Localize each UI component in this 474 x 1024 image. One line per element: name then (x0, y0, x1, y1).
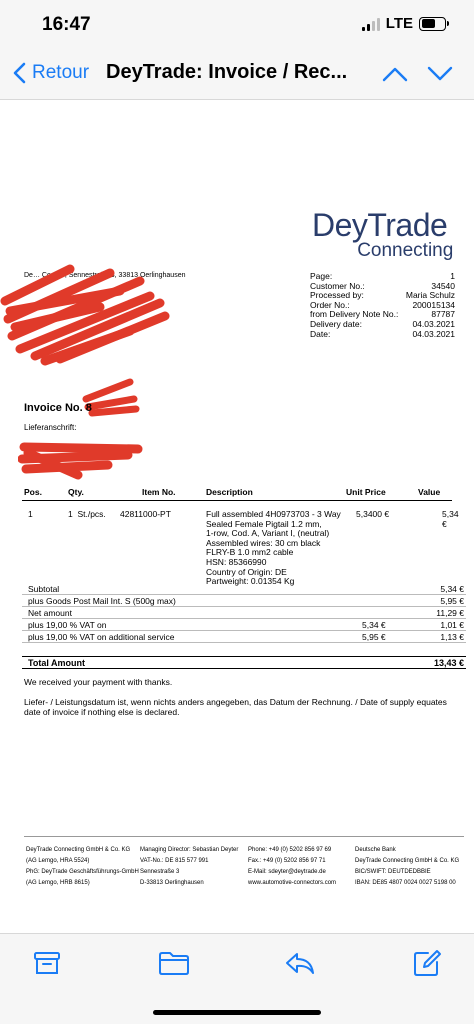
meta-value: 87787 (431, 309, 455, 320)
back-label: Retour (32, 62, 90, 83)
sender-line: De… Co. KG, Sennestraße 3, 33813 Oerlinghausen (24, 272, 186, 279)
item-qty: 1 St./pcs. (68, 509, 106, 519)
desc-line: Full assembled 4H0973703 - 3 Way (206, 509, 341, 519)
summary-label: plus 19,00 % VAT on additional service (28, 632, 175, 642)
footer-line: Sennestraße 3 (140, 869, 180, 875)
logo-brand: DeyTrade (312, 207, 448, 243)
item-description (206, 510, 356, 587)
summary-row (22, 607, 466, 619)
signal-icon (362, 17, 380, 31)
redaction-scribble (18, 435, 148, 480)
home-indicator[interactable] (153, 1010, 321, 1015)
reply-icon[interactable] (284, 948, 316, 978)
summary-base: 5,95 € (362, 632, 386, 642)
footer-line: Fax.: +49 (0) 5202 856 97 71 (248, 858, 326, 864)
meta-label: Page: (310, 271, 333, 281)
total-row (22, 656, 466, 669)
invoice-number: Invoice No. 8 (24, 402, 92, 414)
supply-date-note: Liefer- / Leistungsdatum ist, wenn nichts anders angegeben, das Datum der Rechnung. / Date of supply equates date of invoice if nothing else is declared. (24, 697, 447, 717)
logo-sub: Connecting (357, 240, 454, 261)
summary-row (22, 595, 466, 607)
compose-icon[interactable] (412, 948, 442, 978)
chevron-up-icon[interactable] (382, 64, 408, 84)
meta-label: Date: (310, 328, 331, 339)
summary-row (22, 583, 466, 595)
meta-label: Delivery date: (310, 318, 362, 329)
summary-row (22, 631, 466, 643)
document-footer (24, 836, 464, 886)
summary-label: plus 19,00 % VAT on (28, 620, 107, 630)
invoice-meta (310, 272, 455, 339)
footer-company (26, 845, 139, 889)
status-time: 16:47 (42, 14, 91, 35)
footer-line: PhG: DeyTrade Geschäftsführungs-GmbH (26, 869, 139, 875)
summary-value: 5,95 € (440, 596, 464, 606)
summary-base: 5,34 € (362, 620, 386, 630)
desc-line: Sealed Female Pigtail 1.2 mm, (206, 518, 322, 529)
summary-row (22, 619, 466, 631)
desc-line: Assembled wires: 30 cm black (206, 537, 321, 548)
col-value: Value (418, 487, 441, 497)
navigation-bar (0, 50, 474, 100)
summary-value: 11,29 € (436, 608, 464, 618)
chevron-down-icon[interactable] (427, 64, 453, 84)
chevron-left-icon (12, 62, 26, 84)
meta-label: from Delivery Note No.: (310, 309, 399, 320)
meta-label: Order No.: (310, 299, 350, 310)
footer-line: DeyTrade Connecting GmbH & Co. KG (355, 858, 460, 864)
col-pos: Pos. (24, 487, 42, 497)
meta-label: Customer No.: (310, 280, 365, 291)
meta-value: 34540 (431, 280, 455, 291)
summary-value: 5,34 € (440, 584, 464, 594)
status-indicators (362, 15, 446, 32)
footer-line: DeyTrade Connecting GmbH & Co. KG (26, 847, 131, 853)
total-label: Total Amount (28, 658, 85, 668)
col-unit: Unit Price (346, 487, 386, 497)
footer-line: E-Mail: sdeyter@deytrade.de (248, 869, 326, 875)
summary-label: plus Goods Post Mail Int. S (500g max) (28, 596, 176, 606)
network-label: LTE (385, 15, 413, 32)
item-unit-price: 5,3400 € (356, 509, 390, 519)
footer-line: (AG Lemgo, HRA 5524) (26, 858, 90, 864)
meta-value: 04.03.2021 (412, 318, 455, 329)
desc-line: FLRY-B 1.0 mm2 cable (206, 547, 294, 558)
desc-line: HSN: 85366990 (206, 556, 267, 567)
battery-icon (419, 17, 446, 31)
meta-value: Maria Schulz (405, 290, 455, 301)
back-button[interactable] (12, 62, 89, 84)
footer-line: VAT-No.: DE 815 577 991 (140, 858, 209, 864)
meta-row (310, 330, 455, 340)
footer-line: IBAN: DE85 4807 0024 0027 5198 00 (355, 880, 456, 886)
item-number: 42811000-PT (120, 509, 171, 519)
folder-icon[interactable] (158, 948, 190, 978)
item-pos: 1 (28, 509, 33, 519)
summary-label: Subtotal (28, 584, 60, 594)
message-title: DeyTrade: Invoice / Rec... (106, 61, 348, 83)
summary-label: Net amount (28, 608, 72, 618)
footer-bank (355, 845, 459, 889)
table-header (22, 487, 452, 501)
footer-management (140, 845, 238, 889)
desc-line: Partweight: 0.01354 Kg (206, 576, 295, 587)
summary-block (22, 583, 466, 643)
footer-line: (AG Lemgo, HRB 8615) (26, 880, 90, 886)
footer-line: www.automotive-connectors.com (248, 880, 337, 886)
col-item: Item No. (142, 487, 176, 497)
col-desc: Description (206, 487, 253, 497)
total-value: 13,43 € (433, 658, 464, 668)
meta-value: 04.03.2021 (412, 328, 455, 339)
company-logo (312, 207, 454, 261)
meta-label: Processed by: (310, 290, 364, 301)
status-bar (0, 0, 474, 50)
summary-value: 1,01 € (440, 620, 464, 630)
footer-line: BIC/SWIFT: DEUTDEDBBIE (355, 869, 431, 875)
invoice-document[interactable] (0, 101, 474, 933)
footer-line: Deutsche Bank (355, 847, 396, 853)
footer-line: Phone: +49 (0) 5202 856 97 69 (248, 847, 332, 853)
archive-icon[interactable] (32, 948, 62, 978)
item-value: 5,34 € (442, 509, 459, 529)
delivery-address-label: Lieferanschrift: (24, 423, 77, 432)
summary-value: 1,13 € (440, 632, 464, 642)
footer-contact (248, 845, 336, 889)
meta-value: 1 (450, 271, 455, 281)
desc-line: 1-row, Cod. A, Variant I, (neutral) (206, 528, 330, 539)
payment-note: We received your payment with thanks. (24, 677, 173, 687)
desc-line: Country of Origin: DE (206, 566, 287, 577)
footer-line: Managing Director: Sebastian Deyter (140, 847, 239, 853)
meta-value: 200015134 (412, 299, 455, 310)
col-qty: Qty. (68, 487, 84, 497)
footer-line: D-33813 Oerlinghausen (140, 880, 204, 886)
